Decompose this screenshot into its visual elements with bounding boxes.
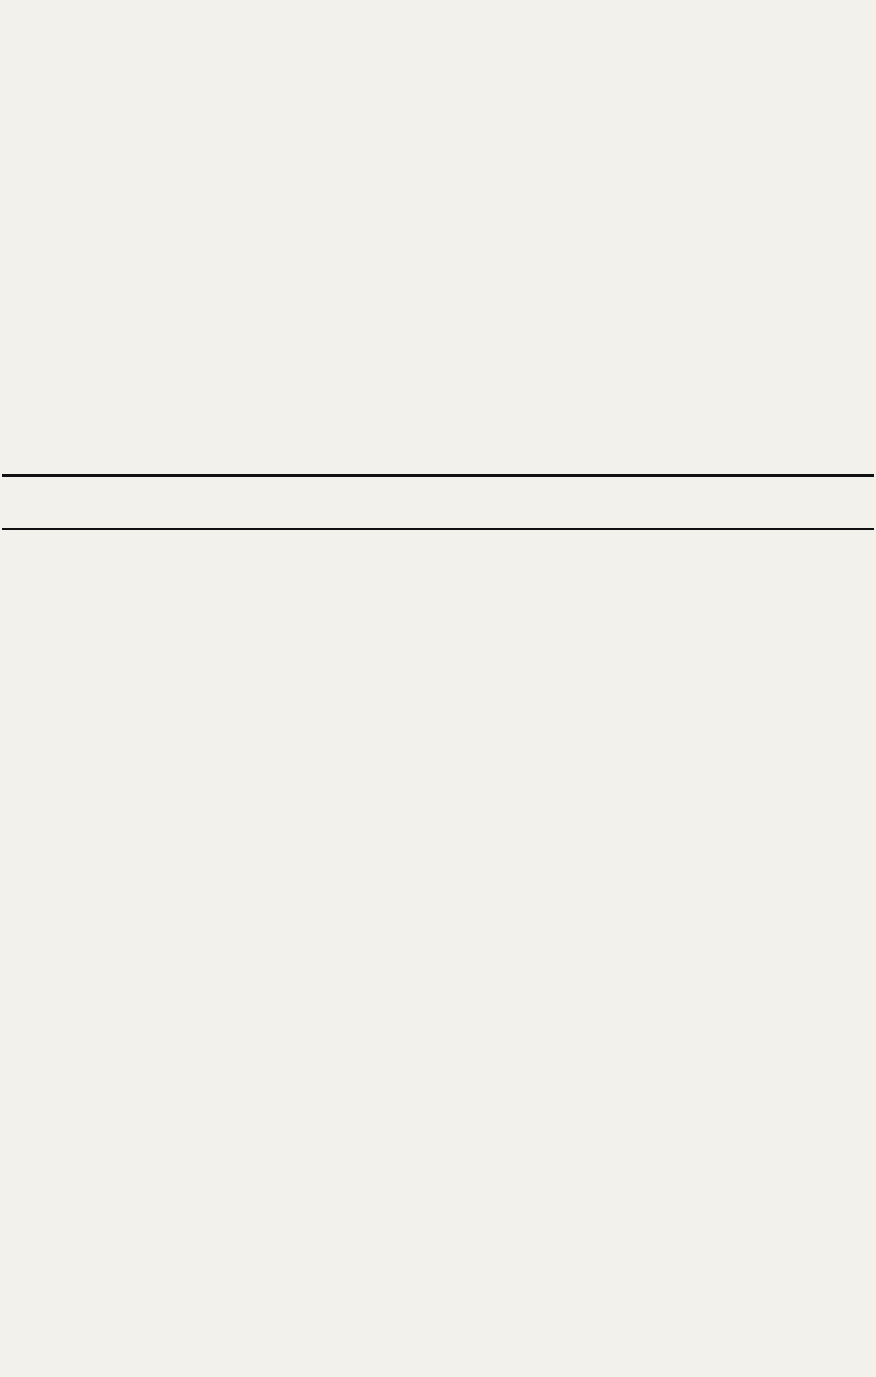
service-directory — [2, 532, 874, 1375]
home-service-guide-banner — [2, 474, 874, 530]
page-folio — [2, 0, 874, 12]
guide-title — [2, 477, 874, 519]
help-wanted-section — [2, 14, 874, 471]
